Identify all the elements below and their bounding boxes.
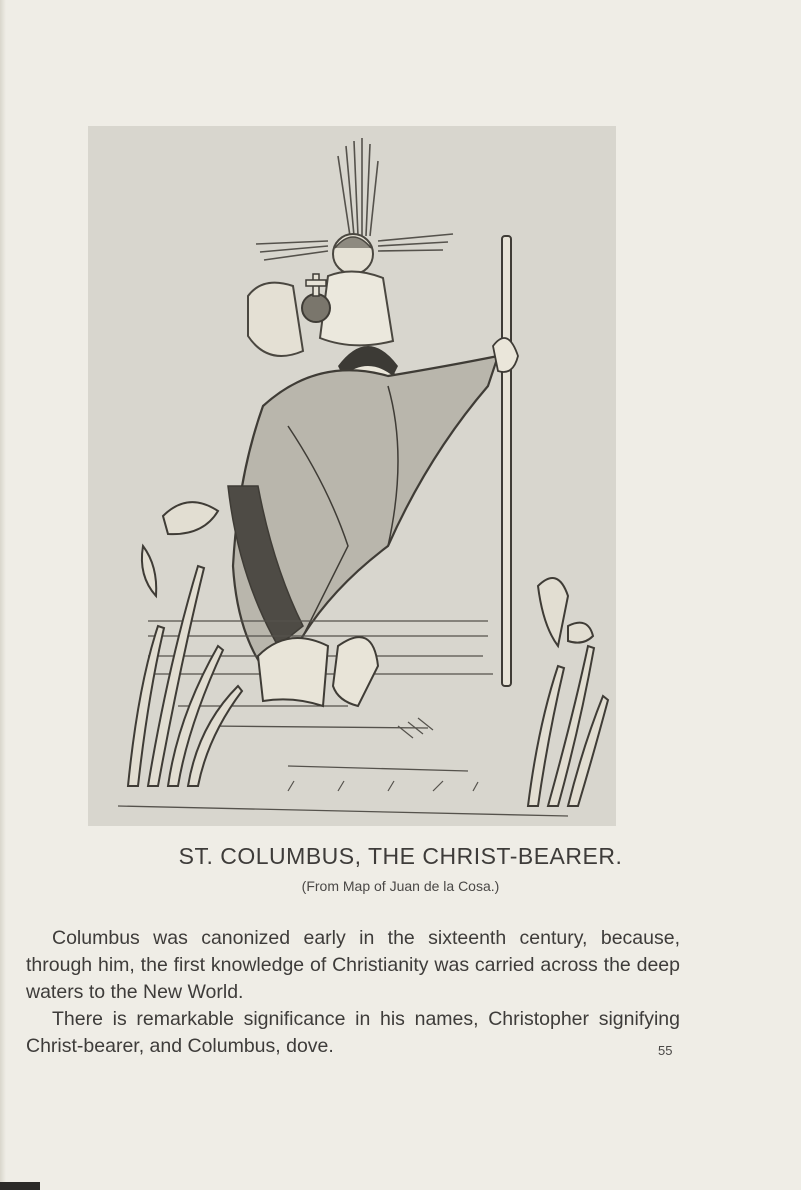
binding-mark — [0, 1182, 40, 1190]
body-paragraph-1-text: Columbus was canonized early in the sixteenth century, because, through him, the first knowledge of Christianity was carried across the deep waters to the New World. — [26, 926, 680, 1003]
caption-source: (From Map of Juan de la Cosa.) — [301, 878, 500, 894]
caption-title: ST. COLUMBUS, THE CHRIST-BEARER. — [178, 843, 623, 869]
saint-carrying-child-icon — [88, 126, 616, 826]
body-paragraph-1 — [26, 925, 680, 1006]
body-paragraph-2-text: There is remarkable significance in his names, Christopher signifying Christ-bearer, and Columbus, dove. — [26, 1007, 680, 1057]
page-number: 55 — [658, 1043, 673, 1058]
illustration-plate — [88, 126, 616, 826]
page-gutter — [0, 0, 6, 1190]
body-paragraph-2 — [26, 1006, 680, 1060]
